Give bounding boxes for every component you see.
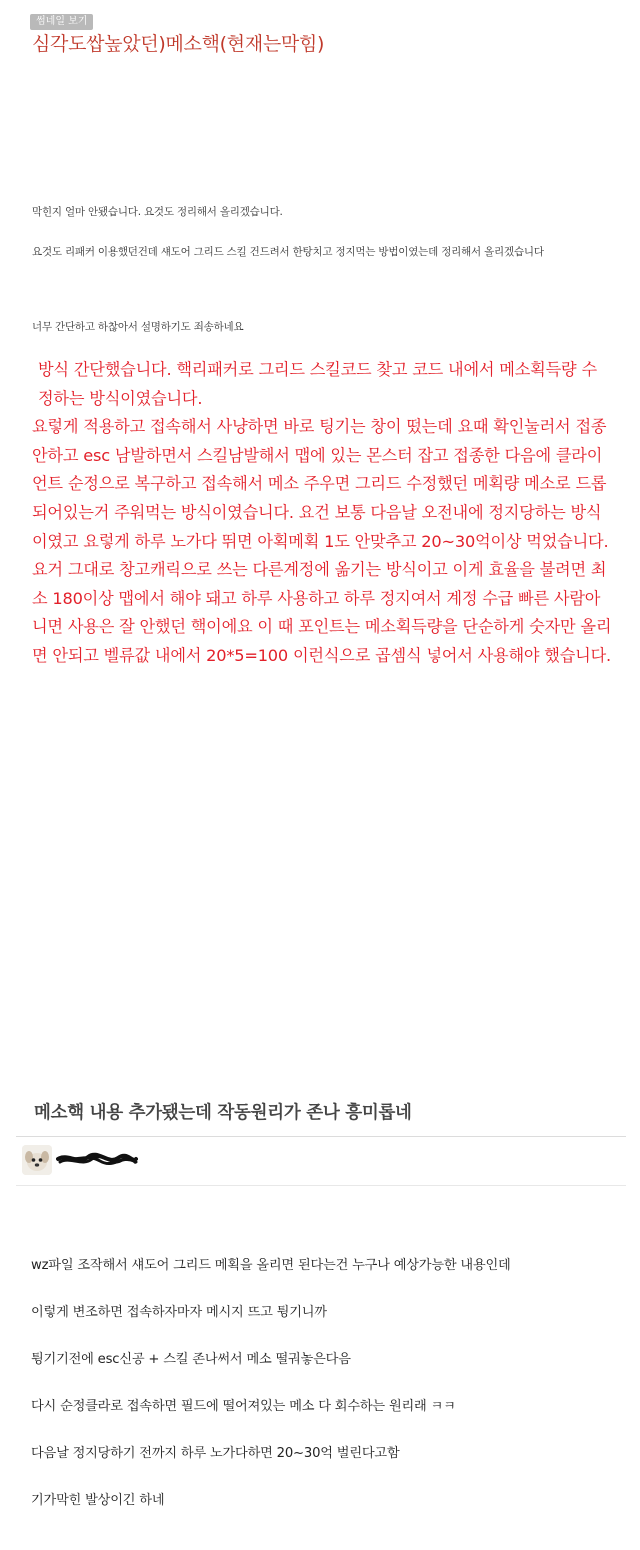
red-paragraph-1: 방식 간단했습니다. 핵리패커로 그리드 스킬코드 찾고 코드 내에서 메소획득량 수정하는 방식이였습니다.	[38, 360, 597, 408]
author-row	[16, 1137, 626, 1186]
author-avatar[interactable]	[22, 1145, 52, 1175]
thumbnail-view-tag[interactable]: 썸네일 보기	[30, 14, 93, 30]
repost-title: 메소핵 내용 추가됐는데 작동원리가 존나 흥미롭네	[34, 1103, 412, 1123]
comment-line-3: 튕기기전에 esc신공 + 스킬 존나써서 메소 떨궈놓은다음	[31, 1352, 351, 1367]
post-title: 심각도쌉높았던)메소핵(현재는막힘)	[32, 33, 325, 55]
intro-line-2: 요것도 리패커 이용했던건데 섀도어 그리드 스킬 건드려서 한탕치고 정지먹는 방법이였는데 정리해서 올리겠습니다	[32, 246, 544, 258]
comment-line-5: 다음날 정지당하기 전까지 하루 노가다하면 20~30억 벌린다고함	[31, 1446, 400, 1461]
comment-line-1: wz파일 조작해서 섀도어 그리드 메획을 올리면 된다는건 누구나 예상가능한 내용인데	[31, 1258, 511, 1273]
comment-line-6: 기가막힌 발상이긴 하네	[31, 1493, 165, 1508]
repost-section	[16, 1090, 626, 1188]
intro-line-3: 너무 간단하고 하찮아서 설명하기도 죄송하네요	[32, 321, 244, 333]
red-paragraph-2: 요렇게 적용하고 접속해서 사냥하면 바로 팅기는 창이 떴는데 요때 확인눌러서 접종안하고 esc 남발하면서 스킬남발해서 맵에 있는 몬스터 잡고 접종한 다음에 클라이언트 순정으로 복구하고 접속해서 메소 주우면 그리드 수정했던 메획량 메소로 드롭되어있는거 주워먹는 방식이였습니다. 요건 보통 다음날 오전내에 정지당하는 방식이였고 요렇게 하루 노가다 뛰면 아획메획 1도 안맞추고 20~30억이상 먹었습니다. 요거 그대로 창고캐릭으로 쓰는 다른계정에 옮기는 방식이고 이게 효율을 불려면 최소 180이상 맵에서 해야 돼고 하루 사용하고 하루 정지여서 계정 수급 빠른 사람아니면 사용은 잘 안했던 핵이에요 이 때 포인트는 메소획득량을 단순하게 숫자만 올리면 안되고 벨류값 내에서 20*5=100 이런식으로 곱셈식 넣어서 사용해야 했습니다.	[32, 417, 612, 665]
red-explanation	[32, 356, 612, 671]
intro-line-1: 막힌지 얼마 안됐습니다. 요것도 정리해서 올리겠습니다.	[32, 206, 283, 218]
comment-line-2: 이렇게 변조하면 접속하자마자 메시지 뜨고 튕기니까	[31, 1305, 327, 1320]
comment-line-4: 다시 순정클라로 접속하면 필드에 떨어져있는 메소 다 회수하는 원리래 ㅋㅋ	[31, 1399, 456, 1414]
dog-avatar-icon	[22, 1145, 52, 1175]
repost-title-bar	[16, 1090, 626, 1137]
censored-author-name	[56, 1149, 138, 1171]
